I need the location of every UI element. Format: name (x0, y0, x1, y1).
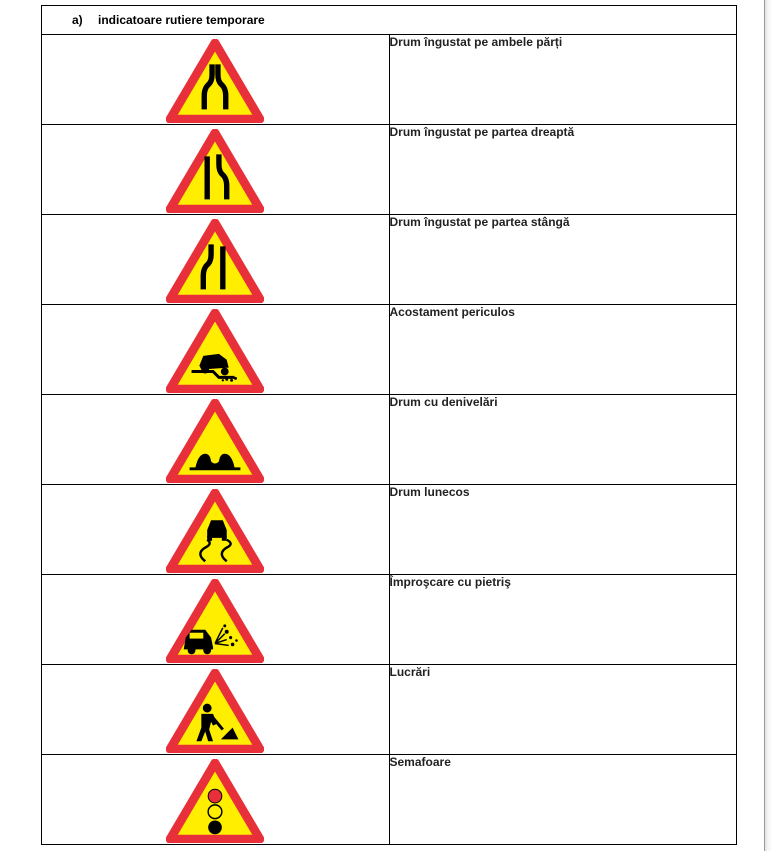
section-header-row (42, 6, 737, 35)
sign-label: Împroşcare cu pietriş (389, 575, 737, 665)
section-header (42, 6, 737, 35)
sign-image-cell (42, 125, 390, 215)
traffic-signs-table (41, 5, 737, 845)
section-title: indicatoare rutiere temporare (98, 13, 265, 27)
traffic-lights-icon (166, 759, 264, 843)
section-letter: a) (72, 13, 83, 27)
sign-row (42, 35, 737, 125)
sign-image-cell (42, 215, 390, 305)
dangerous-shoulder-icon (166, 309, 264, 393)
uneven-road-icon (166, 399, 264, 483)
slippery-road-icon (166, 489, 264, 573)
sign-label: Drum cu denivelări (389, 395, 737, 485)
road-narrows-left-icon (166, 219, 264, 303)
page-edge (764, 0, 773, 851)
sign-label: Drum îngustat pe ambele părți (389, 35, 737, 125)
sign-label: Semafoare (389, 755, 737, 845)
sign-row (42, 395, 737, 485)
sign-row (42, 215, 737, 305)
sign-row (42, 305, 737, 395)
loose-gravel-icon (166, 579, 264, 663)
road-works-icon (166, 669, 264, 753)
sign-image-cell (42, 395, 390, 485)
sign-row (42, 125, 737, 215)
sign-image-cell (42, 755, 390, 845)
road-narrows-right-icon (166, 129, 264, 213)
sign-label: Drum îngustat pe partea stângă (389, 215, 737, 305)
sign-row (42, 485, 737, 575)
sign-image-cell (42, 305, 390, 395)
sign-image-cell (42, 485, 390, 575)
sign-label: Drum îngustat pe partea dreaptă (389, 125, 737, 215)
sign-image-cell (42, 665, 390, 755)
sign-image-cell (42, 575, 390, 665)
sign-image-cell (42, 35, 390, 125)
sign-row (42, 755, 737, 845)
sign-label: Acostament periculos (389, 305, 737, 395)
sign-label: Lucrări (389, 665, 737, 755)
sign-row (42, 665, 737, 755)
sign-row (42, 575, 737, 665)
sign-label: Drum lunecos (389, 485, 737, 575)
road-narrows-both-sides-icon (166, 39, 264, 123)
